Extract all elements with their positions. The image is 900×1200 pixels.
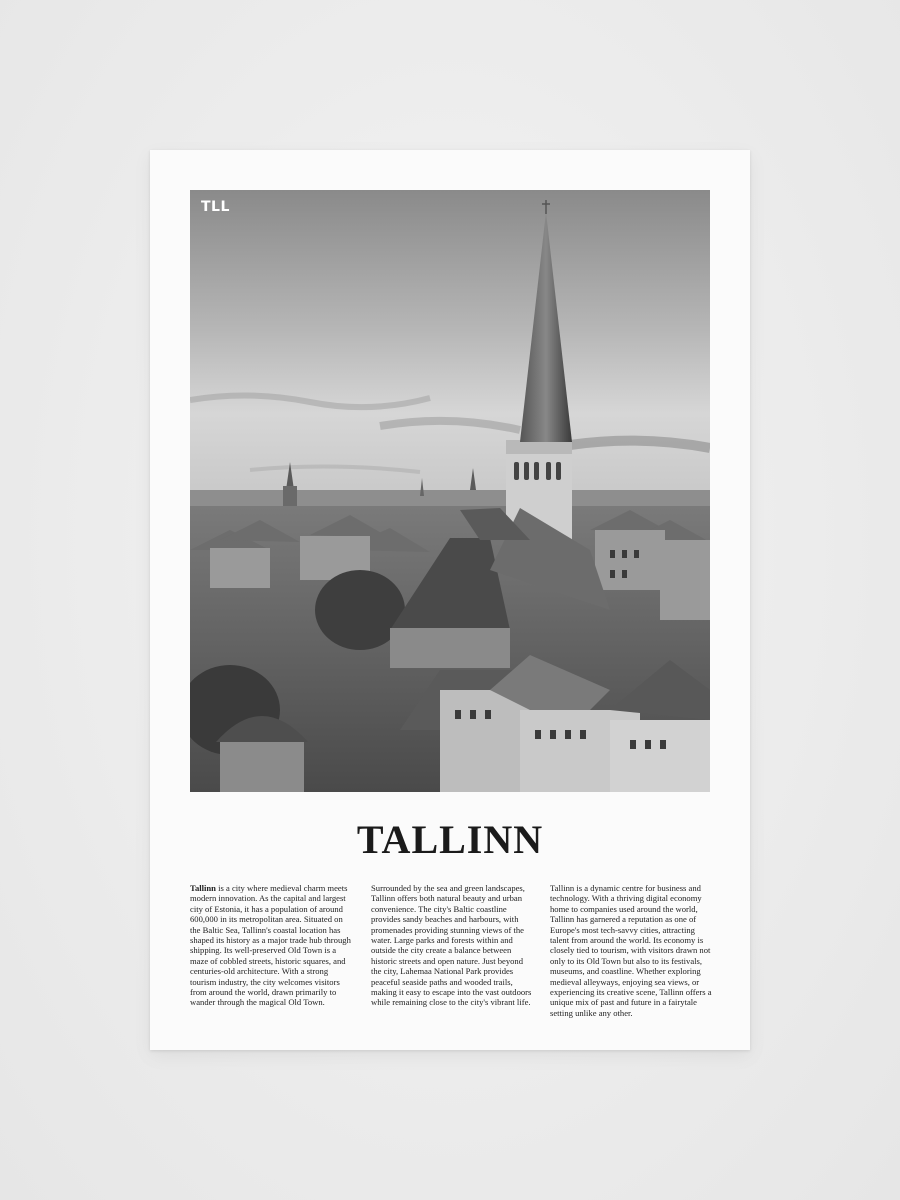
city-photo <box>190 190 710 792</box>
poster-title: TALLINN <box>356 817 544 862</box>
text-column-1 <box>190 883 352 1008</box>
city-code-badge: TLL <box>201 199 230 215</box>
text-column-3: Tallinn is a dynamic centre for business and technology. With a thriving digital economy home to companies used around the world, Tallinn has garnered a reputation as one of Europe's most tech-savvy cities, attracting talent from around the world. Its economy is closely tied to tourism, with visitors drawn not only to its Old Town but also to its festivals, museums, and coastline. Whether exploring medieval alleyways, enjoying sea views, or experiencing its creative scene, Tallinn offers a unique mix of past and future in a fairytale setting unlike any other. <box>550 883 712 1018</box>
text-column-2: Surrounded by the sea and green landscapes, Tallinn offers both natural beauty and urban convenience. The city's Baltic coastline provides sandy beaches and harbours, with promenades providing stunning views of the water. Large parks and forests within and outside the city create a balance between historic streets and open nature. Just beyond the city, Lahemaa National Park provides peaceful seaside paths and wooded trails, making it easy to escape into the vast outdoors while remaining close to the city's vibrant life. <box>371 883 532 1008</box>
column-1-lead: Tallinn <box>190 883 216 893</box>
column-1-body: is a city where medieval charm meets modern innovation. As the capital and largest city of Estonia, it has a population of around 600,000 in its metropolitan area. Situated on the Baltic Sea, Tallinn's coastal location has shaped its history as a major trade hub through shipping. Its well-preserved Old Town is a maze of cobbled streets, historic squares, and centuries-old architecture. With a strong tourism industry, the city welcomes visitors from around the world, drawn primarily to wander through the magical Old Town. <box>190 883 351 1008</box>
city-photo-illustration <box>190 190 710 792</box>
poster <box>150 150 750 1050</box>
